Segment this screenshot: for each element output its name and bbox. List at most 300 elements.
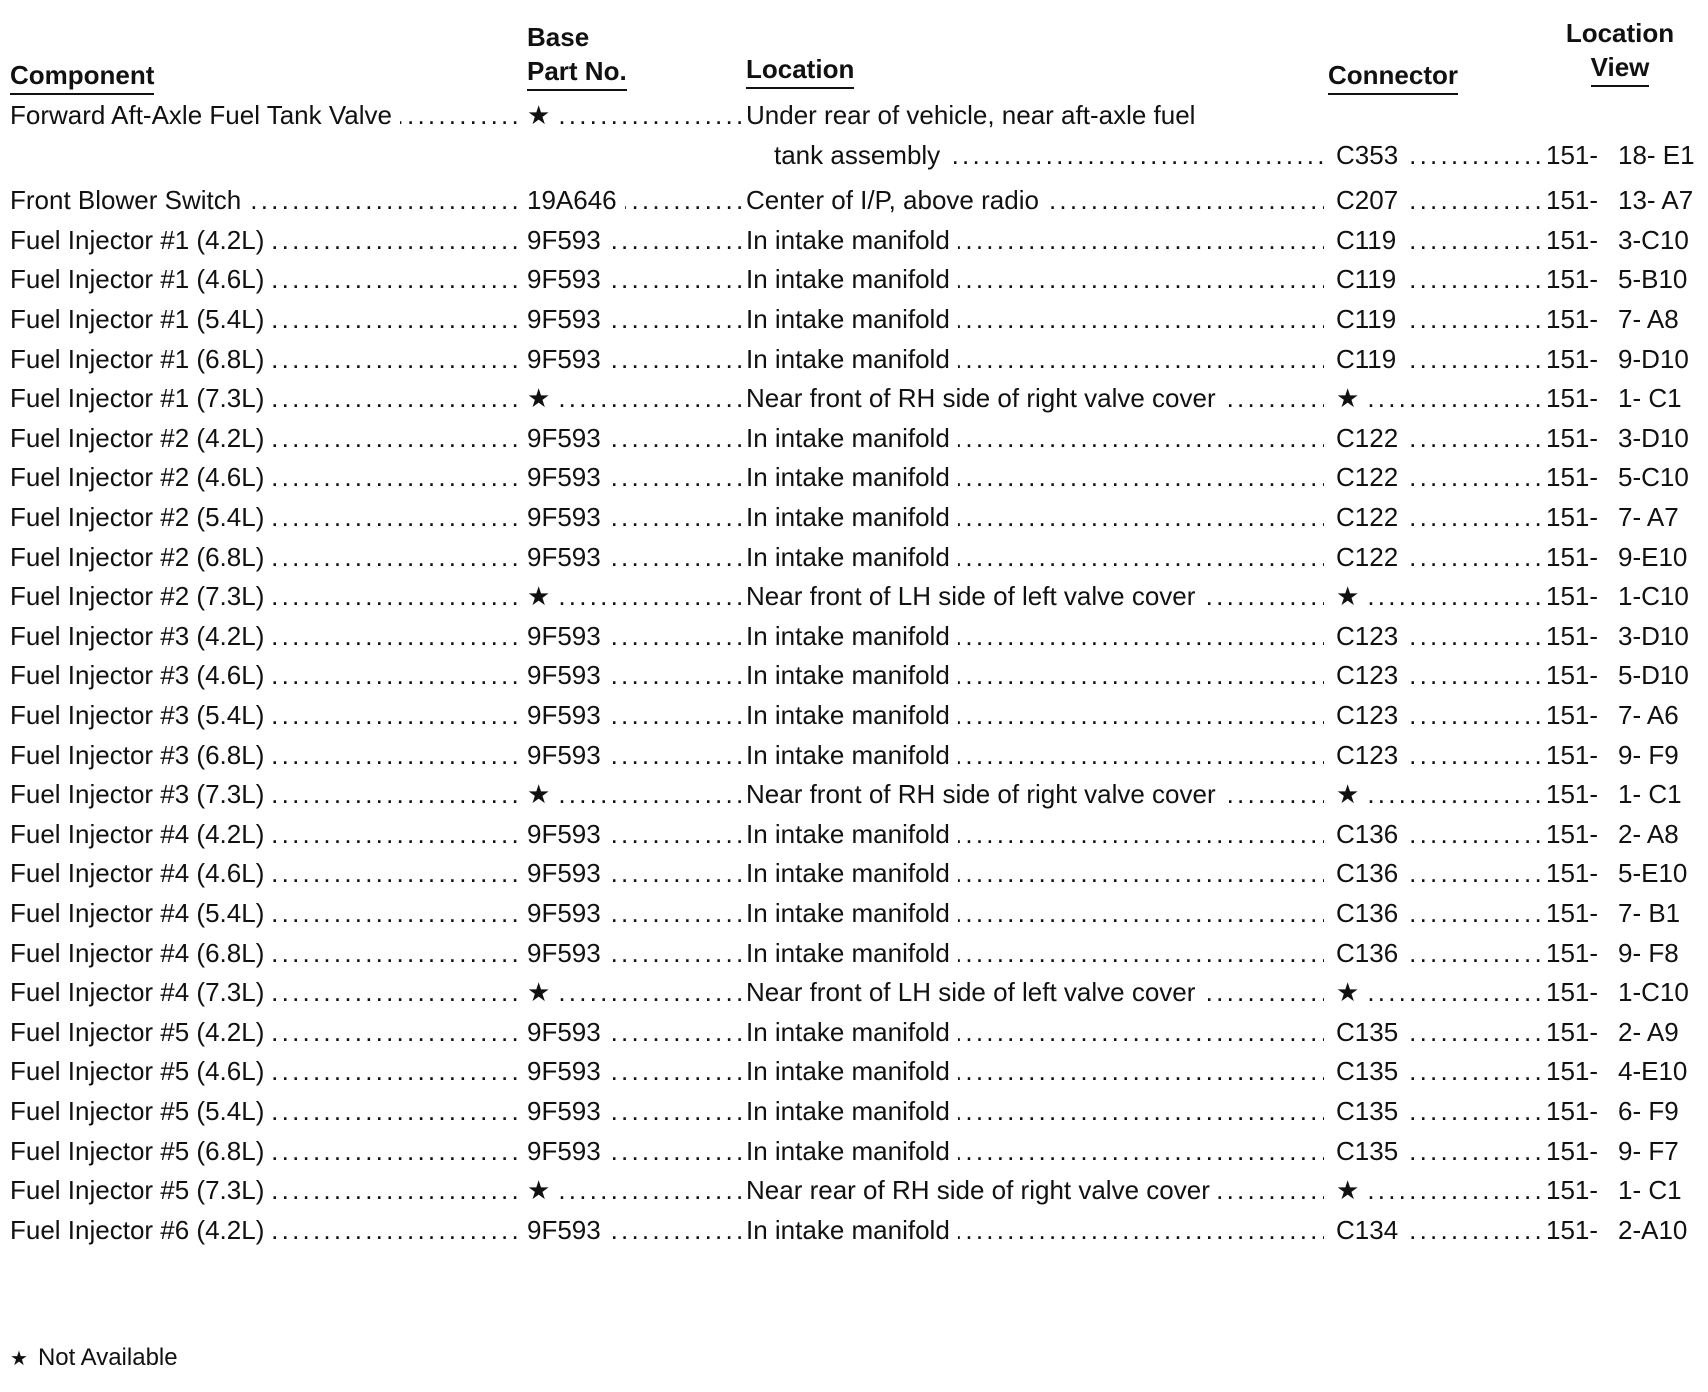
location-cell-text: In intake manifold bbox=[746, 542, 958, 572]
location-view-cell-text: 151- bbox=[1546, 458, 1618, 496]
location-view-cell bbox=[1546, 379, 1696, 417]
header-location-view bbox=[1558, 16, 1682, 87]
location-continuation-cell-text: tank assembly bbox=[774, 140, 948, 170]
component-cell-text: Fuel Injector #2 (4.6L) bbox=[10, 462, 272, 492]
connector-cell bbox=[1336, 617, 1544, 655]
location-view-grid: 13- A7 bbox=[1618, 185, 1694, 215]
table-row-continuation bbox=[0, 136, 1708, 174]
part-number-cell-text: 9F593 bbox=[527, 819, 609, 849]
part-number-cell-text: 9F593 bbox=[527, 344, 609, 374]
location-cell bbox=[746, 617, 1324, 655]
component-cell-text: Fuel Injector #4 (6.8L) bbox=[10, 938, 272, 968]
location-view-grid: 1-C10 bbox=[1618, 581, 1689, 611]
component-cell-text: Fuel Injector #3 (5.4L) bbox=[10, 700, 272, 730]
location-cell-text: In intake manifold bbox=[746, 819, 958, 849]
location-cell-text: In intake manifold bbox=[746, 1056, 958, 1086]
location-view-cell bbox=[1546, 973, 1696, 1011]
location-view-cell-text: 151- bbox=[1546, 1211, 1618, 1249]
component-cell bbox=[10, 1052, 522, 1090]
component-cell bbox=[10, 1132, 522, 1170]
connector-cell bbox=[1336, 815, 1544, 853]
component-cell bbox=[10, 538, 522, 576]
part-number-cell-text: 9F593 bbox=[527, 264, 609, 294]
connector-cell bbox=[1336, 1171, 1544, 1209]
part-number-cell bbox=[527, 973, 743, 1011]
component-cell bbox=[10, 260, 522, 298]
location-view-grid: 5-B10 bbox=[1618, 264, 1688, 294]
location-cell bbox=[746, 300, 1324, 338]
location-view-cell bbox=[1546, 1211, 1696, 1249]
connector-cell bbox=[1336, 300, 1544, 338]
location-cell bbox=[746, 1132, 1324, 1170]
table-row bbox=[0, 775, 1708, 813]
connector-cell-text: C122 bbox=[1336, 462, 1406, 492]
component-cell-text: Fuel Injector #5 (5.4L) bbox=[10, 1096, 272, 1126]
part-number-cell bbox=[527, 538, 743, 576]
connector-cell bbox=[1336, 340, 1544, 378]
location-view-grid: 18- E1 bbox=[1618, 140, 1695, 170]
location-cell bbox=[746, 379, 1324, 417]
location-view-cell-text: 151- bbox=[1546, 934, 1618, 972]
table-row bbox=[0, 696, 1708, 734]
location-cell bbox=[746, 1171, 1324, 1209]
part-number-cell bbox=[527, 617, 743, 655]
location-view-cell bbox=[1546, 736, 1696, 774]
location-view-cell-text: 151- bbox=[1546, 260, 1618, 298]
location-view-grid: 7- A7 bbox=[1618, 502, 1679, 532]
location-cell-text: In intake manifold bbox=[746, 344, 958, 374]
location-view-cell-text: 151- bbox=[1546, 973, 1618, 1011]
component-cell-text: Fuel Injector #2 (7.3L) bbox=[10, 581, 272, 611]
component-cell bbox=[10, 1171, 522, 1209]
component-cell-text: Forward Aft-Axle Fuel Tank Valve bbox=[10, 100, 400, 130]
location-view-grid: 2-A10 bbox=[1618, 1215, 1688, 1245]
location-view-cell bbox=[1546, 221, 1696, 259]
part-number-cell bbox=[527, 498, 743, 536]
location-cell bbox=[746, 498, 1324, 536]
header-connector-label: Connector bbox=[1328, 58, 1458, 95]
header-location-label: Location bbox=[746, 52, 854, 89]
component-cell-text: Fuel Injector #2 (4.2L) bbox=[10, 423, 272, 453]
component-cell bbox=[10, 617, 522, 655]
connector-cell bbox=[1336, 973, 1544, 1011]
part-number-cell-text: 9F593 bbox=[527, 621, 609, 651]
component-cell-text: Fuel Injector #4 (4.2L) bbox=[10, 819, 272, 849]
location-cell-text: In intake manifold bbox=[746, 740, 958, 770]
location-cell bbox=[746, 696, 1324, 734]
connector-cell bbox=[1336, 136, 1544, 174]
location-view-cell-text: 151- bbox=[1546, 538, 1618, 576]
location-view-cell-text: 151- bbox=[1546, 379, 1618, 417]
location-view-grid: 4-E10 bbox=[1618, 1056, 1688, 1086]
location-cell bbox=[746, 934, 1324, 972]
part-number-cell bbox=[527, 181, 743, 219]
part-number-cell-text: ★ bbox=[527, 1175, 558, 1205]
connector-cell-text: C123 bbox=[1336, 700, 1406, 730]
location-cell-text: In intake manifold bbox=[746, 898, 958, 928]
location-cell-text: Near front of RH side of right valve cover bbox=[746, 779, 1224, 809]
location-view-cell-text: 151- bbox=[1546, 775, 1618, 813]
part-number-cell-text: ★ bbox=[527, 977, 558, 1007]
component-cell bbox=[10, 736, 522, 774]
connector-cell bbox=[1336, 538, 1544, 576]
location-view-grid: 2- A8 bbox=[1618, 819, 1679, 849]
table-row bbox=[0, 854, 1708, 892]
location-view-cell bbox=[1546, 1092, 1696, 1130]
component-cell-text: Fuel Injector #2 (6.8L) bbox=[10, 542, 272, 572]
part-number-cell bbox=[527, 379, 743, 417]
part-number-cell-text: 9F593 bbox=[527, 462, 609, 492]
location-view-grid: 1-C10 bbox=[1618, 977, 1689, 1007]
location-view-grid: 5-C10 bbox=[1618, 462, 1689, 492]
connector-cell bbox=[1336, 736, 1544, 774]
table-row bbox=[0, 379, 1708, 417]
component-cell-text: Fuel Injector #5 (4.6L) bbox=[10, 1056, 272, 1086]
component-cell bbox=[10, 854, 522, 892]
location-view-grid: 3-D10 bbox=[1618, 621, 1689, 651]
connector-cell bbox=[1336, 1211, 1544, 1249]
location-cell-text: In intake manifold bbox=[746, 264, 958, 294]
connector-cell bbox=[1336, 1132, 1544, 1170]
location-cell-text: Under rear of vehicle, near aft-axle fuel bbox=[746, 100, 1203, 130]
connector-cell bbox=[1336, 379, 1544, 417]
location-view-cell bbox=[1546, 458, 1696, 496]
location-continuation-cell bbox=[774, 136, 1324, 174]
location-cell-text: Center of I/P, above radio bbox=[746, 185, 1047, 215]
header-component-label: Component bbox=[10, 58, 154, 95]
component-cell bbox=[10, 96, 522, 134]
part-number-cell-text: 9F593 bbox=[527, 304, 609, 334]
table-row bbox=[0, 1171, 1708, 1209]
connector-cell-text: C122 bbox=[1336, 502, 1406, 532]
location-view-grid: 1- C1 bbox=[1618, 383, 1682, 413]
part-number-cell-text: 9F593 bbox=[527, 502, 609, 532]
part-number-cell-text: 9F593 bbox=[527, 1215, 609, 1245]
location-view-cell-text: 151- bbox=[1546, 736, 1618, 774]
location-view-cell-text: 151- bbox=[1546, 419, 1618, 457]
location-view-grid: 9-E10 bbox=[1618, 542, 1688, 572]
footnote bbox=[10, 1343, 178, 1374]
part-number-cell-text: ★ bbox=[527, 779, 558, 809]
table-row bbox=[0, 181, 1708, 219]
table-row bbox=[0, 538, 1708, 576]
part-number-cell-text: ★ bbox=[527, 581, 558, 611]
part-number-cell-text: 9F593 bbox=[527, 1136, 609, 1166]
connector-cell bbox=[1336, 656, 1544, 694]
location-cell-text: Near front of RH side of right valve cover bbox=[746, 383, 1224, 413]
connector-cell-text: C135 bbox=[1336, 1056, 1406, 1086]
table-row bbox=[0, 815, 1708, 853]
part-number-cell-text: 9F593 bbox=[527, 938, 609, 968]
table-row bbox=[0, 340, 1708, 378]
location-view-cell-text: 151- bbox=[1546, 498, 1618, 536]
table-row bbox=[0, 498, 1708, 536]
connector-cell bbox=[1336, 1013, 1544, 1051]
location-view-cell bbox=[1546, 894, 1696, 932]
location-cell-text: In intake manifold bbox=[746, 700, 958, 730]
location-view-grid: 7- B1 bbox=[1618, 898, 1681, 928]
part-number-cell-text: 9F593 bbox=[527, 740, 609, 770]
location-cell-text: Near rear of RH side of right valve cover bbox=[746, 1175, 1218, 1205]
location-view-cell-text: 151- bbox=[1546, 854, 1618, 892]
component-cell bbox=[10, 775, 522, 813]
part-number-cell bbox=[527, 815, 743, 853]
part-number-cell-text: 9F593 bbox=[527, 1056, 609, 1086]
component-cell bbox=[10, 1211, 522, 1249]
connector-cell-text: C119 bbox=[1336, 344, 1404, 374]
location-cell bbox=[746, 656, 1324, 694]
table-row bbox=[0, 458, 1708, 496]
location-view-grid: 6- F9 bbox=[1618, 1096, 1679, 1126]
location-cell bbox=[746, 1052, 1324, 1090]
component-cell bbox=[10, 934, 522, 972]
connector-cell-text: C123 bbox=[1336, 740, 1406, 770]
connector-cell bbox=[1336, 458, 1544, 496]
location-cell bbox=[746, 894, 1324, 932]
connector-cell-text: ★ bbox=[1336, 383, 1367, 413]
connector-cell-text: C207 bbox=[1336, 185, 1406, 215]
location-view-grid: 3-D10 bbox=[1618, 423, 1689, 453]
location-view-cell bbox=[1546, 1132, 1696, 1170]
component-cell-text: Fuel Injector #5 (7.3L) bbox=[10, 1175, 272, 1205]
table-row bbox=[0, 736, 1708, 774]
location-view-cell bbox=[1546, 538, 1696, 576]
header-connector bbox=[1328, 58, 1458, 95]
component-cell bbox=[10, 300, 522, 338]
table-row bbox=[0, 973, 1708, 1011]
component-cell-text: Fuel Injector #3 (7.3L) bbox=[10, 779, 272, 809]
component-cell bbox=[10, 498, 522, 536]
part-number-cell bbox=[527, 775, 743, 813]
connector-cell bbox=[1336, 498, 1544, 536]
location-view-cell bbox=[1546, 419, 1696, 457]
location-view-cell-text: 151- bbox=[1546, 1013, 1618, 1051]
component-cell bbox=[10, 815, 522, 853]
connector-cell-text: C135 bbox=[1336, 1096, 1406, 1126]
location-cell-text: In intake manifold bbox=[746, 1017, 958, 1047]
part-number-cell-text: 9F593 bbox=[527, 1096, 609, 1126]
location-view-cell bbox=[1546, 1171, 1696, 1209]
connector-cell-text: C134 bbox=[1336, 1215, 1406, 1245]
connector-cell-text: C123 bbox=[1336, 621, 1406, 651]
header-part-no-label: Part No. bbox=[527, 54, 627, 91]
part-number-cell-text: ★ bbox=[527, 100, 558, 130]
part-number-cell-text: 19A646 bbox=[527, 185, 625, 215]
location-cell bbox=[746, 340, 1324, 378]
part-number-cell bbox=[527, 577, 743, 615]
connector-cell-text: ★ bbox=[1336, 1175, 1367, 1205]
connector-cell-text: C119 bbox=[1336, 225, 1404, 255]
table-row bbox=[0, 934, 1708, 972]
part-number-cell-text: 9F593 bbox=[527, 423, 609, 453]
component-cell bbox=[10, 221, 522, 259]
part-number-cell bbox=[527, 1092, 743, 1130]
component-cell-text: Fuel Injector #4 (7.3L) bbox=[10, 977, 272, 1007]
location-view-cell bbox=[1546, 617, 1696, 655]
connector-cell-text: C136 bbox=[1336, 898, 1406, 928]
location-cell bbox=[746, 419, 1324, 457]
table-row bbox=[0, 300, 1708, 338]
location-view-grid: 3-C10 bbox=[1618, 225, 1689, 255]
part-number-cell-text: 9F593 bbox=[527, 542, 609, 572]
location-cell bbox=[746, 815, 1324, 853]
table-row bbox=[0, 1132, 1708, 1170]
part-number-cell bbox=[527, 221, 743, 259]
table-row bbox=[0, 656, 1708, 694]
location-cell bbox=[746, 775, 1324, 813]
header-location-view-bottom: View bbox=[1591, 50, 1650, 87]
connector-cell-text: ★ bbox=[1336, 779, 1367, 809]
location-view-cell bbox=[1546, 854, 1696, 892]
table-row bbox=[0, 96, 1708, 134]
location-view-grid: 7- A8 bbox=[1618, 304, 1679, 334]
header-location-view-top: Location bbox=[1565, 18, 1675, 48]
location-cell-text: In intake manifold bbox=[746, 462, 958, 492]
part-number-cell bbox=[527, 894, 743, 932]
location-cell-text: In intake manifold bbox=[746, 225, 958, 255]
location-view-cell bbox=[1546, 577, 1696, 615]
location-view-cell-text: 151- bbox=[1546, 656, 1618, 694]
part-number-cell bbox=[527, 736, 743, 774]
location-cell-text: In intake manifold bbox=[746, 1215, 958, 1245]
location-cell bbox=[746, 973, 1324, 1011]
connector-cell bbox=[1336, 934, 1544, 972]
component-cell-text: Fuel Injector #5 (4.2L) bbox=[10, 1017, 272, 1047]
component-cell bbox=[10, 696, 522, 734]
component-cell-text: Fuel Injector #3 (4.2L) bbox=[10, 621, 272, 651]
component-cell-text: Fuel Injector #2 (5.4L) bbox=[10, 502, 272, 532]
star-icon: ★ bbox=[10, 1348, 28, 1370]
location-view-cell bbox=[1546, 1013, 1696, 1051]
component-cell bbox=[10, 973, 522, 1011]
component-cell bbox=[10, 379, 522, 417]
location-cell-text: In intake manifold bbox=[746, 621, 958, 651]
location-view-cell bbox=[1546, 934, 1696, 972]
connector-cell-text: C353 bbox=[1336, 140, 1406, 170]
location-cell bbox=[746, 854, 1324, 892]
location-cell-text: In intake manifold bbox=[746, 938, 958, 968]
location-view-cell bbox=[1546, 1052, 1696, 1090]
header-component bbox=[10, 58, 154, 95]
location-view-cell bbox=[1546, 775, 1696, 813]
component-cell bbox=[10, 181, 522, 219]
component-cell-text: Front Blower Switch bbox=[10, 185, 249, 215]
location-view-cell-text: 151- bbox=[1546, 815, 1618, 853]
location-cell bbox=[746, 260, 1324, 298]
component-cell bbox=[10, 458, 522, 496]
table-row bbox=[0, 419, 1708, 457]
location-cell bbox=[746, 1211, 1324, 1249]
location-view-grid: 1- C1 bbox=[1618, 1175, 1682, 1205]
component-cell bbox=[10, 1092, 522, 1130]
part-number-cell bbox=[527, 934, 743, 972]
component-cell-text: Fuel Injector #3 (6.8L) bbox=[10, 740, 272, 770]
table-row bbox=[0, 260, 1708, 298]
location-cell-text: In intake manifold bbox=[746, 423, 958, 453]
location-cell-text: In intake manifold bbox=[746, 304, 958, 334]
location-view-cell-text: 151- bbox=[1546, 1052, 1618, 1090]
location-cell bbox=[746, 458, 1324, 496]
location-view-cell bbox=[1546, 136, 1696, 174]
connector-cell bbox=[1336, 894, 1544, 932]
location-view-cell-text: 151- bbox=[1546, 1132, 1618, 1170]
component-cell-text: Fuel Injector #4 (5.4L) bbox=[10, 898, 272, 928]
part-number-cell bbox=[527, 300, 743, 338]
location-view-cell-text: 151- bbox=[1546, 617, 1618, 655]
connector-cell bbox=[1336, 260, 1544, 298]
location-view-grid: 7- A6 bbox=[1618, 700, 1679, 730]
location-cell bbox=[746, 181, 1324, 219]
part-number-cell-text: 9F593 bbox=[527, 660, 609, 690]
component-cell bbox=[10, 577, 522, 615]
component-cell-text: Fuel Injector #1 (4.2L) bbox=[10, 225, 272, 255]
part-number-cell bbox=[527, 696, 743, 734]
location-view-cell-text: 151- bbox=[1546, 696, 1618, 734]
location-cell bbox=[746, 221, 1324, 259]
component-cell-text: Fuel Injector #1 (5.4L) bbox=[10, 304, 272, 334]
connector-cell-text: C136 bbox=[1336, 938, 1406, 968]
part-number-cell bbox=[527, 854, 743, 892]
connector-cell bbox=[1336, 1052, 1544, 1090]
connector-cell-text: C122 bbox=[1336, 542, 1406, 572]
component-cell bbox=[10, 340, 522, 378]
location-cell-text: In intake manifold bbox=[746, 1136, 958, 1166]
part-number-cell bbox=[527, 1013, 743, 1051]
connector-cell-text: C136 bbox=[1336, 858, 1406, 888]
location-view-cell bbox=[1546, 815, 1696, 853]
part-number-cell-text: 9F593 bbox=[527, 700, 609, 730]
header-base-label: Base bbox=[527, 22, 590, 52]
part-number-cell bbox=[527, 1211, 743, 1249]
component-cell bbox=[10, 419, 522, 457]
location-view-cell-text: 151- bbox=[1546, 181, 1618, 219]
table-row bbox=[0, 1052, 1708, 1090]
connector-cell bbox=[1336, 577, 1544, 615]
connector-cell-text: C136 bbox=[1336, 819, 1406, 849]
connector-cell-text: C122 bbox=[1336, 423, 1406, 453]
location-cell bbox=[746, 538, 1324, 576]
part-number-cell bbox=[527, 656, 743, 694]
connector-cell bbox=[1336, 696, 1544, 734]
location-view-cell-text: 151- bbox=[1546, 340, 1618, 378]
connector-cell-text: C135 bbox=[1336, 1136, 1406, 1166]
table-row bbox=[0, 1092, 1708, 1130]
component-cell-text: Fuel Injector #3 (4.6L) bbox=[10, 660, 272, 690]
location-view-cell bbox=[1546, 656, 1696, 694]
connector-cell bbox=[1336, 419, 1544, 457]
component-cell-text: Fuel Injector #6 (4.2L) bbox=[10, 1215, 272, 1245]
location-cell bbox=[746, 577, 1324, 615]
location-cell bbox=[746, 736, 1324, 774]
location-cell-text: In intake manifold bbox=[746, 660, 958, 690]
location-view-cell bbox=[1546, 181, 1696, 219]
location-cell-text: In intake manifold bbox=[746, 858, 958, 888]
connector-cell bbox=[1336, 775, 1544, 813]
location-cell-text: Near front of LH side of left valve cover bbox=[746, 977, 1203, 1007]
component-cell-text: Fuel Injector #1 (4.6L) bbox=[10, 264, 272, 294]
location-cell bbox=[746, 96, 1324, 134]
table-row bbox=[0, 894, 1708, 932]
location-view-cell bbox=[1546, 696, 1696, 734]
connector-cell bbox=[1336, 854, 1544, 892]
table-row bbox=[0, 617, 1708, 655]
part-number-cell bbox=[527, 1171, 743, 1209]
table-row bbox=[0, 1013, 1708, 1051]
connector-cell bbox=[1336, 221, 1544, 259]
component-cell-text: Fuel Injector #1 (7.3L) bbox=[10, 383, 272, 413]
part-number-cell-text: 9F593 bbox=[527, 225, 609, 255]
location-view-cell-text: 151- bbox=[1546, 221, 1618, 259]
